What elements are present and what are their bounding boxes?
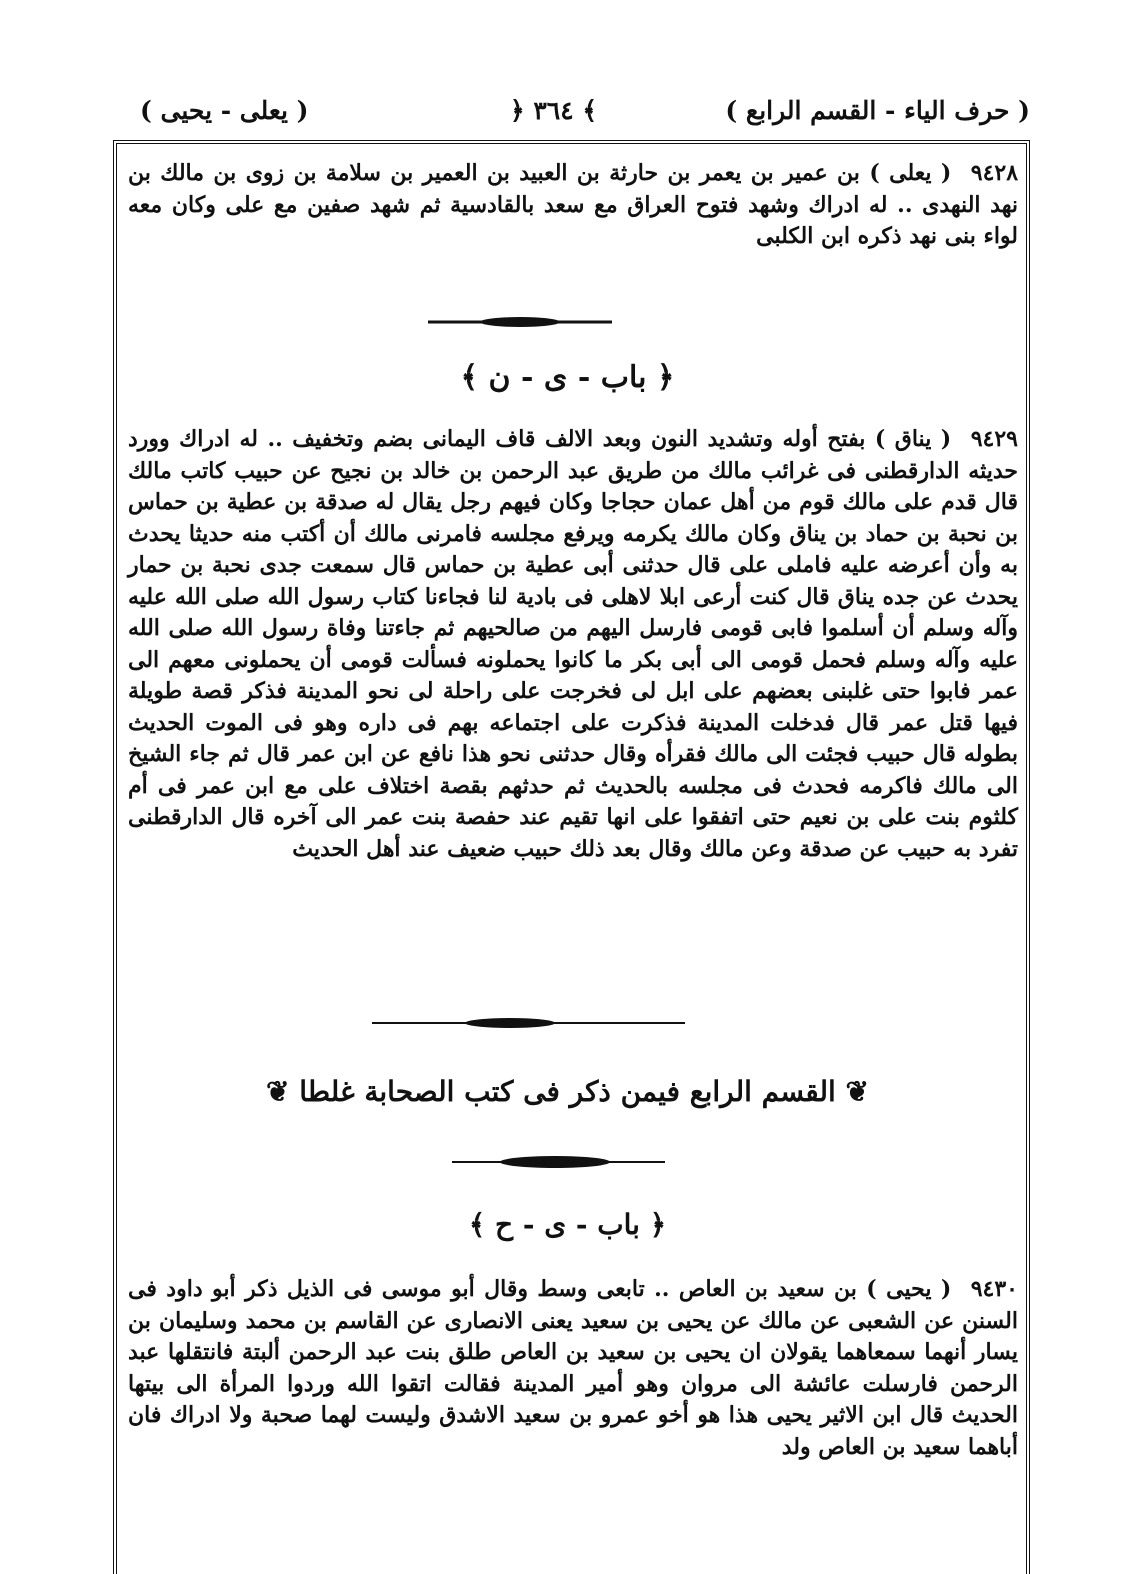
section-heading [113, 1075, 1022, 1108]
running-header [120, 96, 1030, 136]
entry-9429 [128, 424, 1018, 865]
entry-number: ٩٤٢٩ [970, 426, 1018, 452]
flourish-icon: ❦ [835, 1075, 869, 1108]
ornament-divider [0, 312, 1129, 332]
header-names: ( يعلى - يحيى ) [140, 96, 309, 125]
entry-9428 [128, 158, 1018, 253]
entry-number: ٩٤٢٨ [970, 160, 1019, 186]
entry-text: ( يناق ) بفتح أوله وتشديد النون وبعد الالف قاف اليمانى بضم وتخفيف .. له ادراك وورد حديثه الدارقطنى فى غرائب مالك من طريق عبد الرحمن بن خالد بن نجيح عن حبيب كاتب مالك قال قدم على مالك قوم من أهل عمان حجاجا وكان فيهم رجل يقال له صدقة بن عطية بن حماس بن نحبة بن حماد بن يناق وكان مالك يكرمه ويرفع مجلسه فامرنى مالك أن أكتب منه حديثا يحدث به وأن أعرضه عليه فاملى على قال حدثنى أبى عطية بن حماس قال سمعت جدى نحبة بن حمار يحدث عن جده يناق قال كنت أرعى ابلا لاهلى فى بادية لنا فجاءنا كتاب رسول الله صلى الله عليه وآله وسلم أن أسلموا فابى قومى فارسل اليهم من صالحيهم ثم جاءتنا وفاة رسول الله صلى الله عليه وآله وسلم فحمل قومى الى أبى بكر ما كانوا يحملونه فسألت قومى أن يحملونى معهم الى عمر فابوا حتى غلبنى بعضهم على ابل لى فخرجت على راحلة لى نحو المدينة فذكر قصة طويلة فيها قتل عمر قال فدخلت المدينة فذكرت على اجتماعه بهم فى داره وهو فى الموت الحديث بطوله قال حبيب فجئت الى مالك فقرأه وقال حدثنى نحو هذا نافع عن ابن عمر قال ثم جاء الشيخ الى مالك فاكرمه فحدث فى مجلسه بالحديث ثم حدثهم بقصة اختلاف على مع ابن عمر فى أم كلثوم بنت على بن نعيم حتى اتفقوا على انها تقيم عند حفصة بنت عمر الى آخره قال الدارقطنى تفرد به حبيب عن صدقة وعن مالك وقال بعد ذلك حبيب ضعيف عند أهل الحديث [128, 426, 1018, 862]
ornament-divider [0, 1013, 1129, 1033]
entry-9430 [128, 1274, 1018, 1463]
header-section: ( حرف الياء - القسم الرابع ) [725, 96, 1030, 125]
ornament-divider [0, 1152, 1129, 1172]
entry-number: ٩٤٣٠ [970, 1276, 1018, 1302]
chapter-heading-yh: ﴿ باب - ى - ح ﴾ [468, 1208, 667, 1241]
page-number: ﴿ ٣٦٤ ﴾ [510, 96, 598, 125]
chapter-heading-yn: ﴿ باب - ى - ن ﴾ [460, 360, 675, 395]
entry-text: ( يعلى ) بن عمير بن يعمر بن حارثة بن العبيد بن العمير بن سلامة بن زوى بن مالك بن نهد النهدى .. له ادراك وشهد فتوح العراق مع سعد بالقادسية ثم شهد صفين مع على وكان معه لواء بنى نهد ذكره ابن الكلبى [128, 160, 1018, 249]
entry-text: ( يحيى ) بن سعيد بن العاص .. تابعى وسط وقال أبو موسى فى الذيل ذكر أبو داود فى السنن عن الشعبى عن مالك عن يحيى بن سعيد يعنى الانصارى عن القاسم بن محمد وسليمان بن يسار أنهما سمعاهما يقولان ان يحيى بن سعيد بن العاص طلق بنت عبد الرحمن ألبتة فانتقلها عبد الرحمن فارسلت عائشة الى مروان وهو أمير المدينة فقالت اتقوا الله وردوا المرأة الى بيتها الحديث قال ابن الاثير يحيى هذا هو أخو عمرو بن سعيد الاشدق وليست لهما صحبة ولا ادراك فان أباهما سعيد بن العاص ولد [128, 1276, 1018, 1460]
section-title: القسم الرابع فيمن ذكر فى كتب الصحابة غلطا [299, 1075, 836, 1108]
flourish-icon: ❦ [266, 1075, 290, 1108]
